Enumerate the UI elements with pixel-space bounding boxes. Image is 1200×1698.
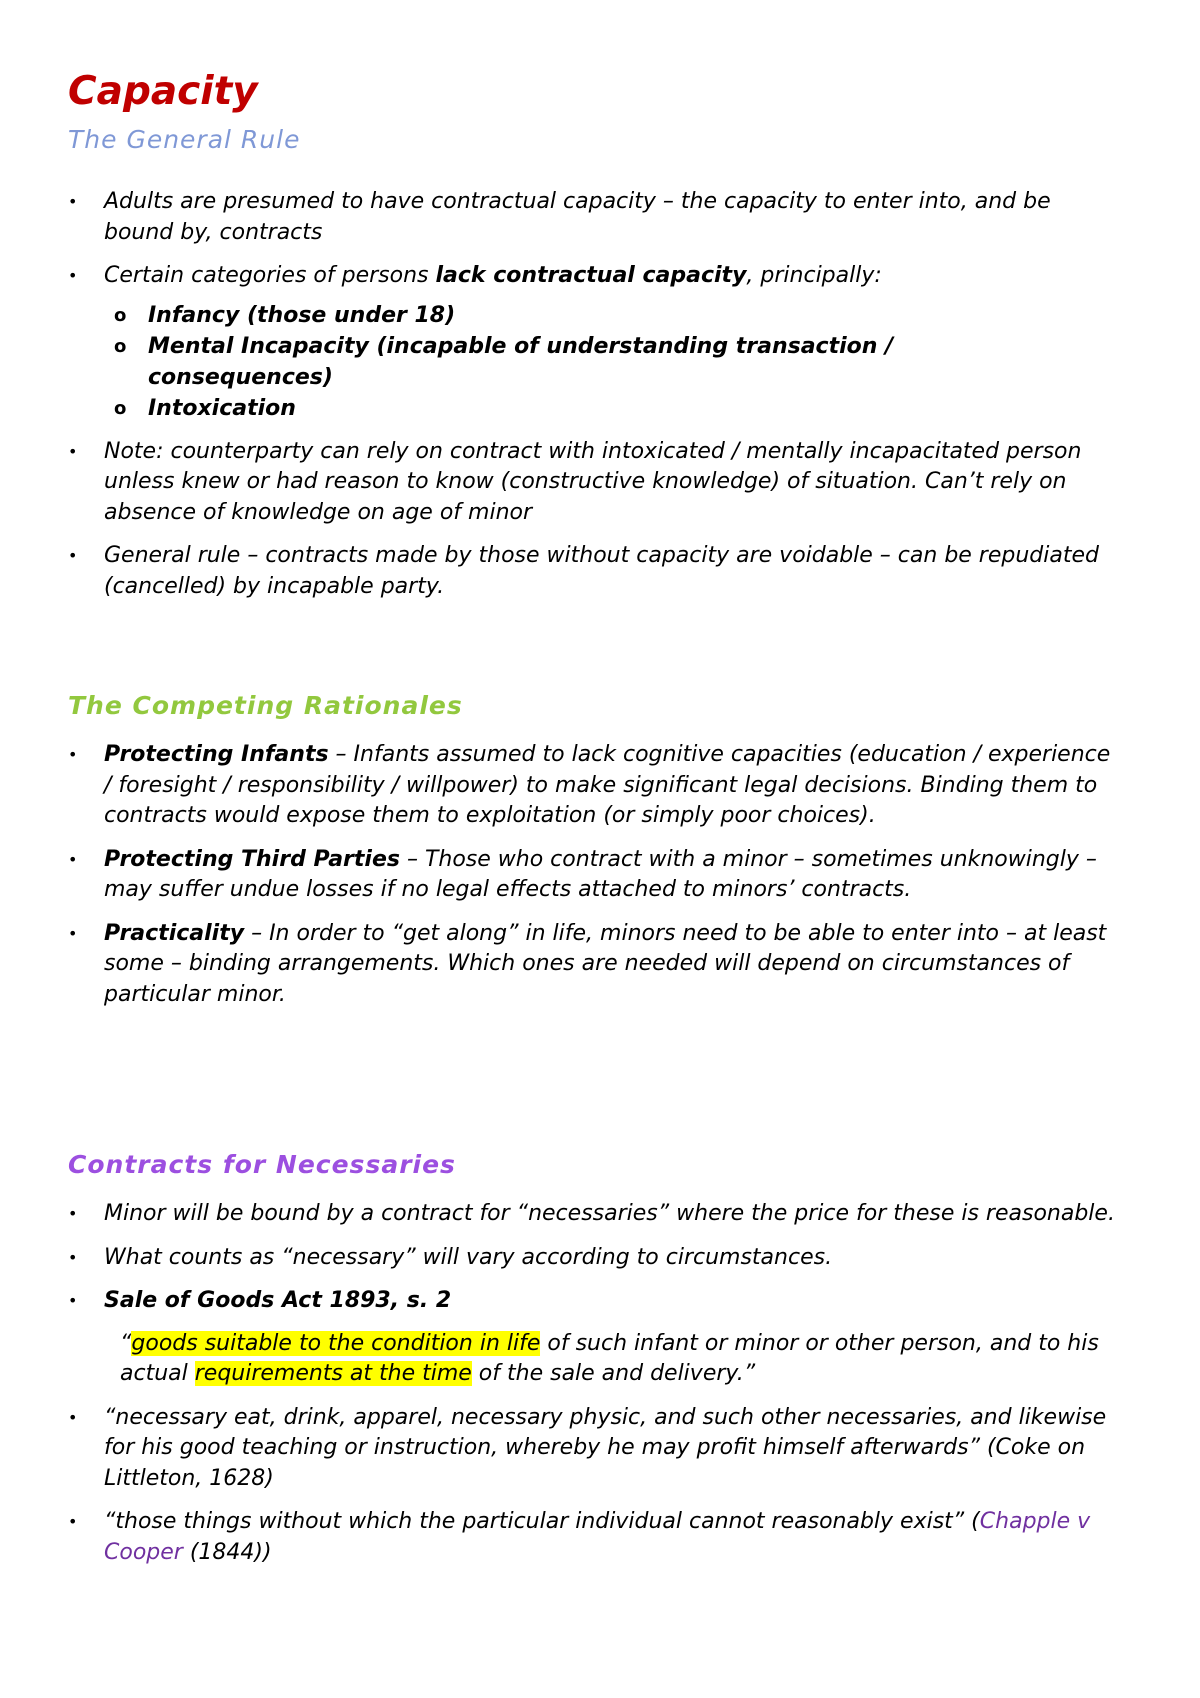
bullet-icon: •: [68, 849, 78, 869]
bullet-icon: •: [68, 1247, 78, 1267]
quote-text: of such infant or minor or other person, and to his actual: [120, 1330, 1099, 1386]
sub-list-item-text: Intoxication: [148, 395, 296, 421]
list-item-text: “those things without which the particular individual cannot reasonably exist” (: [104, 1509, 980, 1534]
bullet-icon: •: [68, 441, 78, 461]
bullet-icon: •: [68, 266, 78, 285]
sub-list-item-text: Infancy (those under 18): [148, 302, 456, 328]
list-item-bold: Practicality: [104, 920, 245, 946]
bullet-icon: •: [68, 1512, 78, 1531]
sub-list: [104, 300, 1120, 424]
case-name: Chapple v Cooper: [104, 1509, 1091, 1565]
list-item: [0, 919, 1120, 1011]
highlighted-text: requirements at the time: [194, 1361, 472, 1386]
list-item-text: (1844)): [182, 1539, 272, 1565]
list-item-bold: Protecting Infants: [104, 742, 329, 767]
general-rule-list: [0, 187, 1120, 602]
list-item-text: “necessary eat, drink, apparel, necessary physic, and such other necessaries, and likewise for his good teaching or instruction, whereby he may profit himself afterwards” (Coke on Littleton, 1628): [104, 1404, 1107, 1491]
list-item: [0, 1243, 1120, 1274]
list-item: [0, 740, 1120, 832]
quote-mark: “: [120, 1330, 132, 1356]
statute-quote: [0, 1329, 1136, 1390]
list-item: [0, 437, 1120, 529]
list-item: [0, 541, 1120, 602]
list-item-text: – Infants assumed to lack cognitive capacities (education / experience / foresight / responsibility / willpower) to make significant legal decisions. Binding them to contracts would expose them to exploitation (or simply poor choices).: [104, 742, 1111, 828]
bullet-icon: •: [68, 1204, 78, 1223]
bullet-icon: •: [68, 1407, 78, 1427]
rationales-list: [0, 740, 1120, 1010]
list-item-text: What counts as “necessary” will vary according to circumstances.: [104, 1244, 833, 1270]
sub-list-item: [104, 393, 1008, 424]
list-item: [0, 1507, 1120, 1568]
necessaries-list: [0, 1199, 1120, 1568]
circle-bullet-icon: o: [114, 304, 127, 326]
bullet-icon: •: [68, 192, 78, 211]
bullet-icon: •: [68, 745, 78, 764]
list-item-bold: Protecting Third Parties: [104, 846, 400, 872]
list-item-text: Certain categories of persons: [104, 263, 436, 288]
sub-list-item: [104, 331, 1008, 393]
heading-competing-rationales: The Competing Rationales: [68, 691, 463, 720]
list-item-text: Note: counterparty can rely on contract with intoxicated / mentally incapacitated person unless knew or had reason to know (constructive knowledge) of situation. Can’t rely on absence of knowledge on age of minor: [104, 438, 1082, 525]
list-item-text: Adults are presumed to have contractual capacity – the capacity to enter into, and be bound by, contracts: [104, 189, 1051, 245]
bullet-icon: •: [68, 923, 78, 943]
highlighted-text: goods suitable to the condition in life: [131, 1330, 541, 1356]
list-item: [0, 845, 1120, 906]
heading-contracts-for-necessaries: Contracts for Necessaries: [68, 1150, 456, 1179]
bullet-icon: •: [68, 1291, 78, 1310]
circle-bullet-icon: o: [114, 397, 127, 419]
list-item-text: , principally:: [746, 263, 882, 288]
list-item-text: General rule – contracts made by those without capacity are voidable – can be repudiated (cancelled) by incapable party.: [104, 543, 1099, 599]
list-item: [0, 1403, 1120, 1495]
page-title: Capacity: [68, 69, 258, 114]
list-item: [0, 261, 1120, 424]
list-item-text: – In order to “get along” in life, minors need to be able to enter into – at least some – binding arrangements. Which ones are needed will depend on circumstances of particular minor.: [104, 920, 1107, 1007]
list-item-bold: lack contractual capacity: [435, 263, 747, 288]
bullet-icon: •: [68, 546, 78, 565]
list-item: [0, 187, 1120, 248]
list-item-text: – Those who contract with a minor – sometimes unknowingly – may suffer undue losses if no legal effects attached to minors’ contracts.: [104, 846, 1097, 902]
circle-bullet-icon: o: [114, 335, 127, 357]
statute-citation: Sale of Goods Act 1893, s. 2: [104, 1288, 452, 1313]
sub-list-item-text: Mental Incapacity (incapable of understanding transaction / consequences): [148, 333, 894, 390]
sub-list-item: [104, 300, 1008, 331]
list-item-text: Minor will be bound by a contract for “necessaries” where the price for these is reasonable.: [104, 1201, 1115, 1226]
list-item: [0, 1286, 1120, 1390]
list-item: [0, 1199, 1120, 1230]
heading-general-rule: The General Rule: [68, 125, 301, 154]
quote-text: of the sale and delivery.”: [471, 1361, 756, 1386]
